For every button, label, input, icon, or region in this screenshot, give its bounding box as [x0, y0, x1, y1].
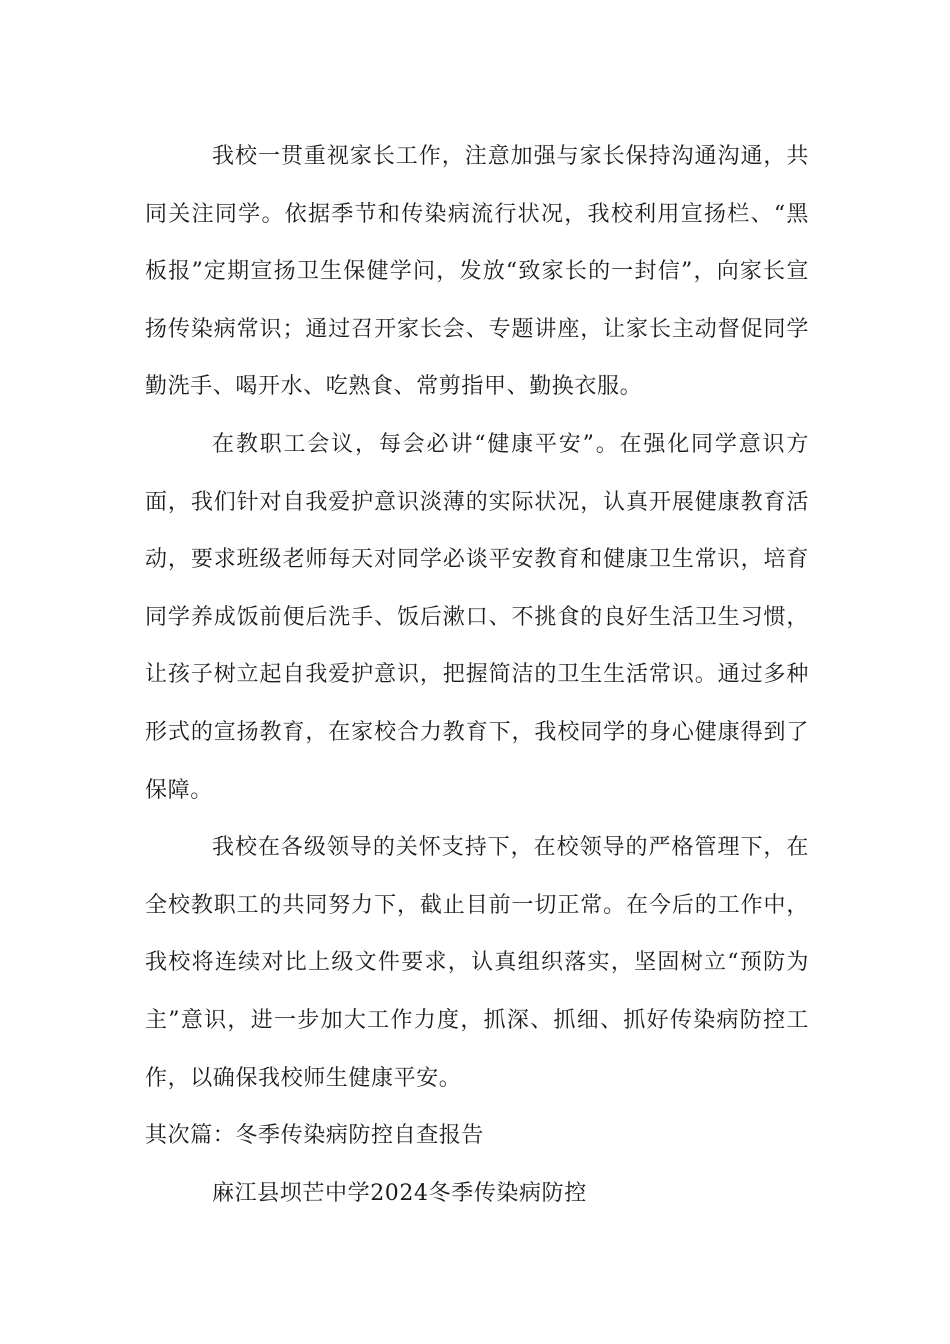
paragraph-health-education: 在教职工会议，每会必讲“健康平安”。在强化同学意识方面，我们针对自我爱护意识淡薄的实际状况，认真开展健康教育活动，要求班级老师每天对同学必谈平安教育和健康卫生常识，培育同学养成饭前便后洗手、饭后漱口、不挑食的良好生活卫生习惯，让孩子树立起自我爱护意识，把握简洁的卫生生活常识。通过多种形式的宣扬教育，在家校合力教育下，我校同学的身心健康得到了保障。 — [145, 431, 809, 803]
document-body — [145, 128, 809, 1222]
report-subtitle: 麻江县坝芒中学2024冬季传染病防控 — [212, 1180, 587, 1206]
paragraph-parent-communication: 我校一贯重视家长工作，注意加强与家长保持沟通沟通，共同关注同学。依据季节和传染病流行状况，我校利用宣扬栏、“黑板报”定期宣扬卫生保健学问，发放“致家长的一封信”，向家长宣扬传染病常识；通过召开家长会、专题讲座，让家长主动督促同学勤洗手、喝开水、吃熟食、常剪指甲、勤换衣服。 — [145, 144, 809, 400]
paragraph-future-work: 我校在各级领导的关怀支持下，在校领导的严格管理下，在全校教职工的共同努力下，截止目前一切正常。在今后的工作中，我校将连续对比上级文件要求，认真组织落实，坚固树立“预防为主”意识，进一步加大工作力度，抓深、抓细、抓好传染病防控工作，以确保我校师生健康平安。 — [145, 835, 809, 1091]
section-heading: 其次篇：冬季传染病防控自查报告 — [145, 1123, 485, 1149]
